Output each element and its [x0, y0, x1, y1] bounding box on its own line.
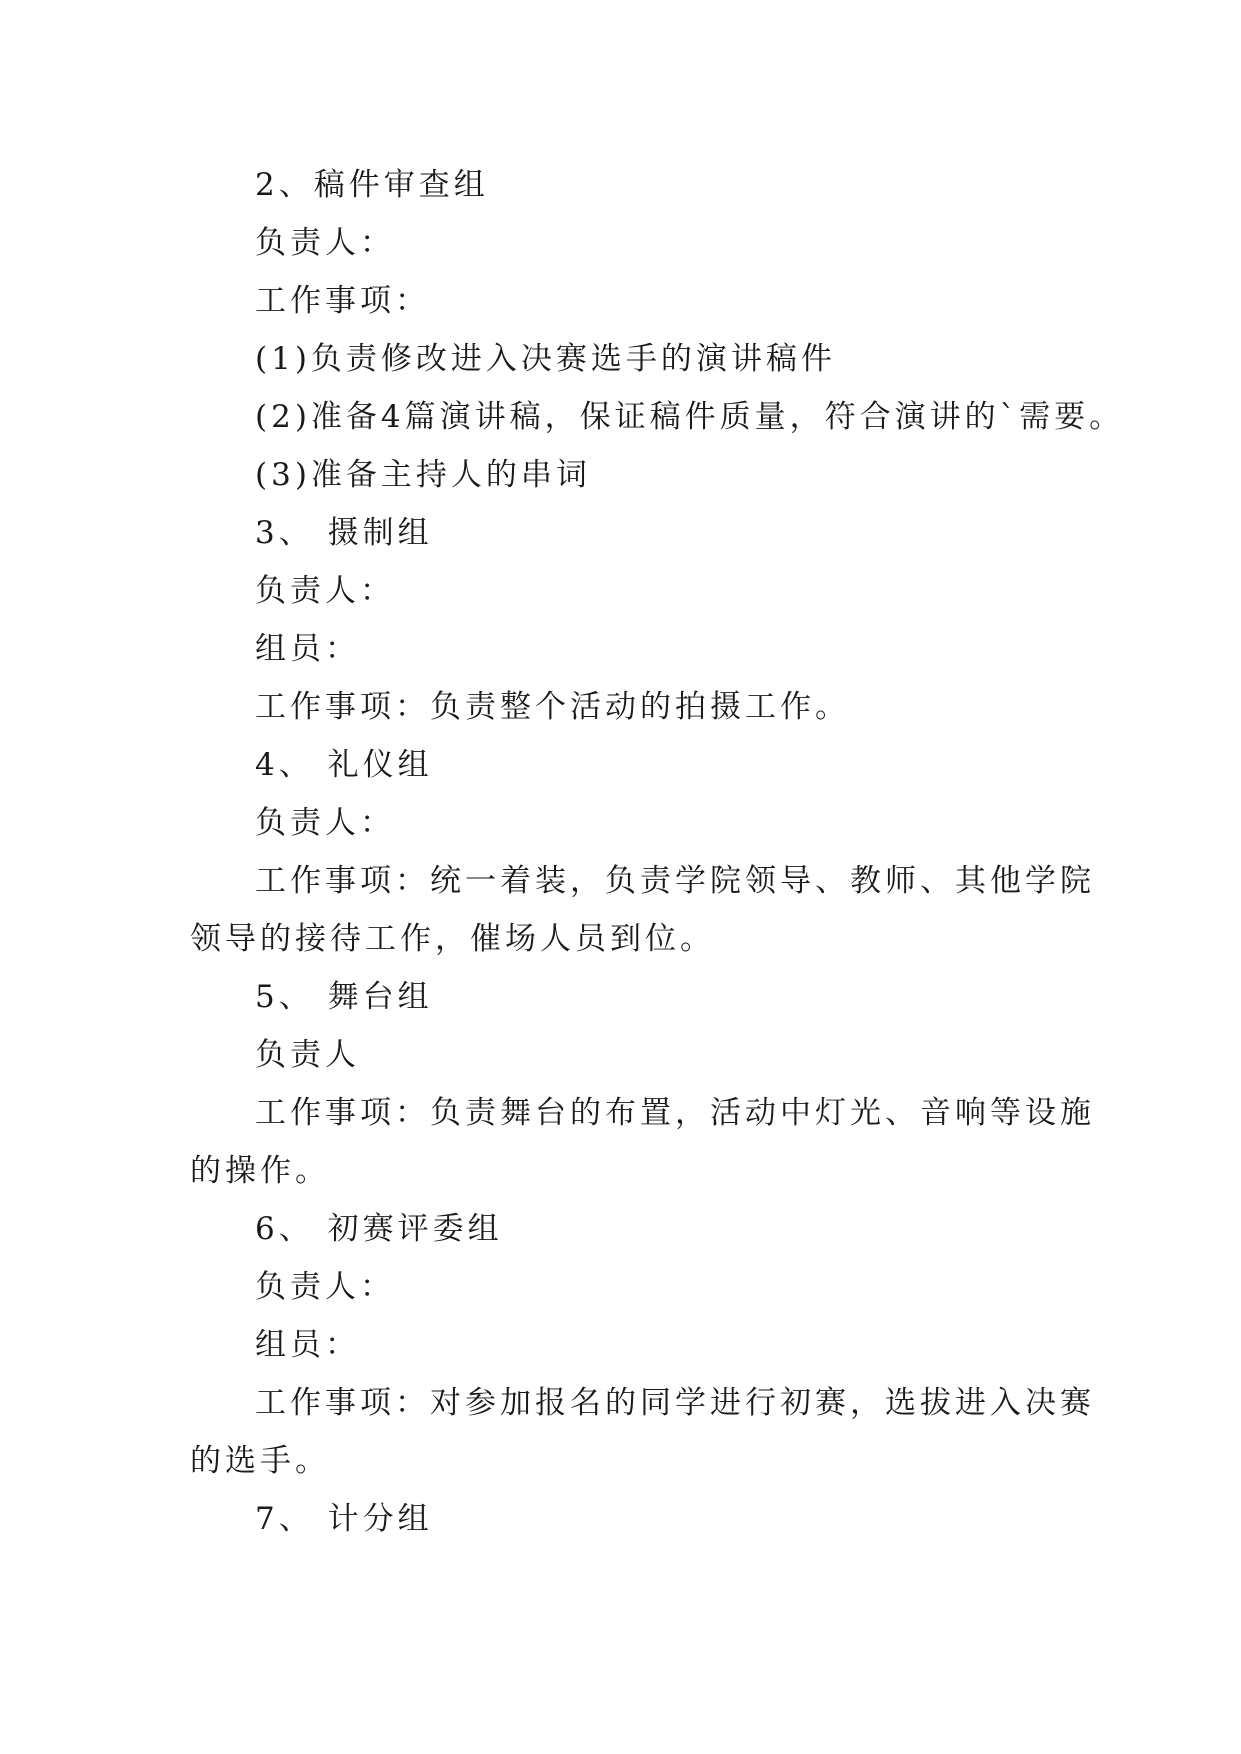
section-heading-manuscript-review: 2、稿件审查组 [255, 167, 489, 203]
section-heading-filming: 3、 摄制组 [255, 515, 433, 551]
person-in-charge-label: 负责人 [255, 1037, 360, 1073]
section-heading-scoring: 7、 计分组 [255, 1501, 433, 1537]
work-items-text: 工作事项：负责整个活动的拍摄工作。 [255, 689, 850, 725]
person-in-charge-label: 负责人： [255, 225, 395, 261]
section-heading-etiquette: 4、 礼仪组 [255, 747, 433, 783]
work-items-label: 工作事项： [255, 283, 430, 319]
work-items-text-continued: 领导的接待工作，催场人员到位。 [190, 921, 715, 957]
work-items-text: 工作事项：统一着装，负责学院领导、教师、其他学院 [255, 863, 1095, 899]
members-label: 组员： [255, 1327, 360, 1363]
work-items-text: 工作事项：对参加报名的同学进行初赛，选拔进入决赛 [255, 1385, 1095, 1421]
person-in-charge-label: 负责人： [255, 1269, 395, 1305]
members-label: 组员： [255, 631, 360, 667]
work-item-1: (1)负责修改进入决赛选手的演讲稿件 [255, 341, 836, 377]
person-in-charge-label: 负责人： [255, 805, 395, 841]
work-item-3: (3)准备主持人的串词 [255, 457, 591, 493]
person-in-charge-label: 负责人： [255, 573, 395, 609]
section-heading-stage: 5、 舞台组 [255, 979, 433, 1015]
work-items-text-continued: 的操作。 [190, 1153, 330, 1189]
work-items-text: 工作事项：负责舞台的布置，活动中灯光、音响等设施 [255, 1095, 1095, 1131]
work-item-2: (2)准备4篇演讲稿，保证稿件质量，符合演讲的`需要。 [255, 399, 1125, 435]
section-heading-preliminary-judges: 6、 初赛评委组 [255, 1211, 503, 1247]
work-items-text-continued: 的选手。 [190, 1443, 330, 1479]
